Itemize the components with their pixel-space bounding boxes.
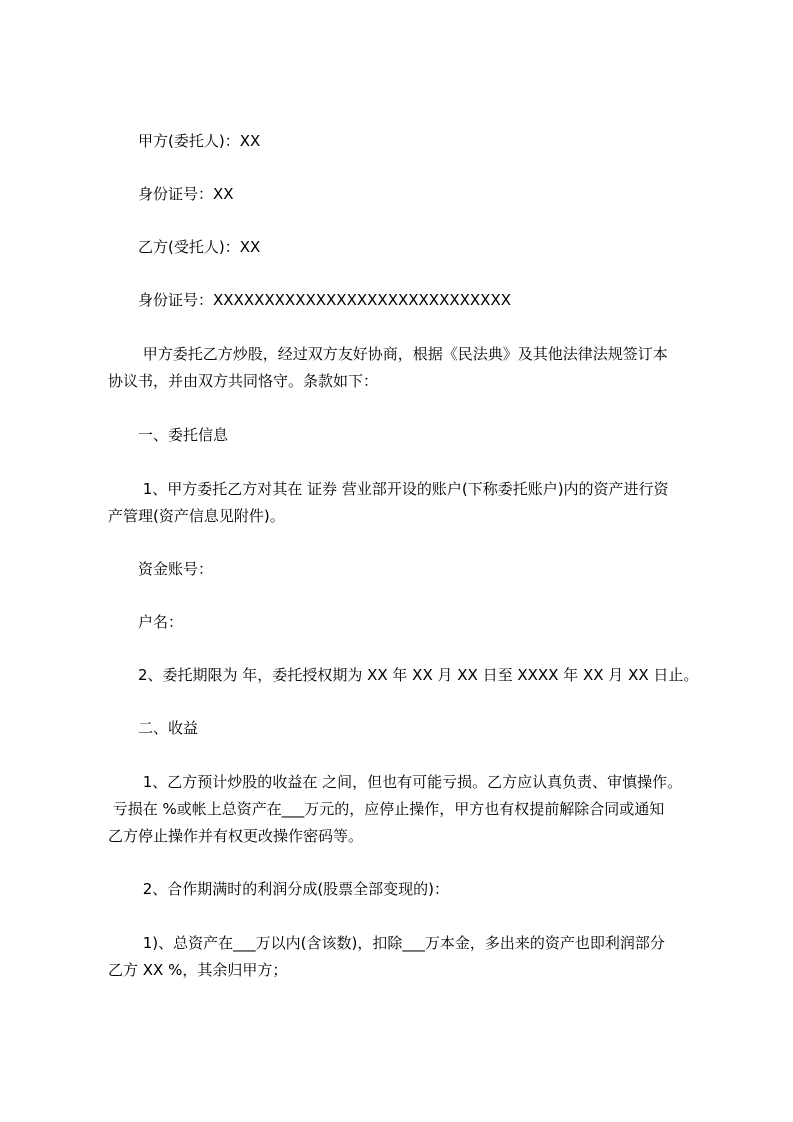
item-2-1-line-2: 亏损在 %或帐上总资产在___万元的，应停止操作，甲方也有权提前解除合同或通知 xyxy=(108,800,665,818)
item-2-1-line-1: 1、乙方预计炒股的收益在 之间，但也有可能亏损。乙方应认真负责、审慎操作。 xyxy=(108,773,683,791)
item-1-1-line-2: 产管理(资产信息见附件)。 xyxy=(108,507,285,525)
party-b-line: 乙方(受托人)：XX xyxy=(108,238,261,256)
item-1-1-line-1: 1、甲方委托乙方对其在 证券 营业部开设的账户(下称委托账户)内的资产进行资 xyxy=(108,480,669,498)
item-2-2-1-line-2: 乙方 XX %，其余归甲方； xyxy=(108,961,288,979)
item-1-2-line: 2、委托期限为 年，委托授权期为 XX 年 XX 月 XX 日至 XXXX 年 XX 月 XX 日止。 xyxy=(108,666,699,684)
item-2-2-line: 2、合作期满时的利润分成(股票全部变现的)： xyxy=(108,880,450,898)
section-2-title: 二、收益 xyxy=(108,719,199,737)
item-2-1-line-3: 乙方停止操作并有权更改操作密码等。 xyxy=(108,827,364,845)
intro-paragraph-line-1: 甲方委托乙方炒股，经过双方友好协商，根据《民法典》及其他法律法规签订本 xyxy=(108,345,668,363)
party-a-line: 甲方(委托人)：XX xyxy=(108,132,261,150)
party-a-id-line: 身份证号：XX xyxy=(108,185,234,203)
section-1-title: 一、委托信息 xyxy=(108,426,229,444)
party-b-id-line: 身份证号：XXXXXXXXXXXXXXXXXXXXXXXXXXXXX xyxy=(108,291,512,309)
fund-account-line: 资金账号： xyxy=(108,560,214,578)
item-2-2-1-line-1: 1)、总资产在___万以内(含该数)，扣除___万本金，多出来的资产也即利润部分 xyxy=(108,934,665,952)
account-name-line: 户名： xyxy=(108,613,184,631)
intro-paragraph-line-2: 协议书，并由双方共同恪守。条款如下： xyxy=(108,372,379,390)
